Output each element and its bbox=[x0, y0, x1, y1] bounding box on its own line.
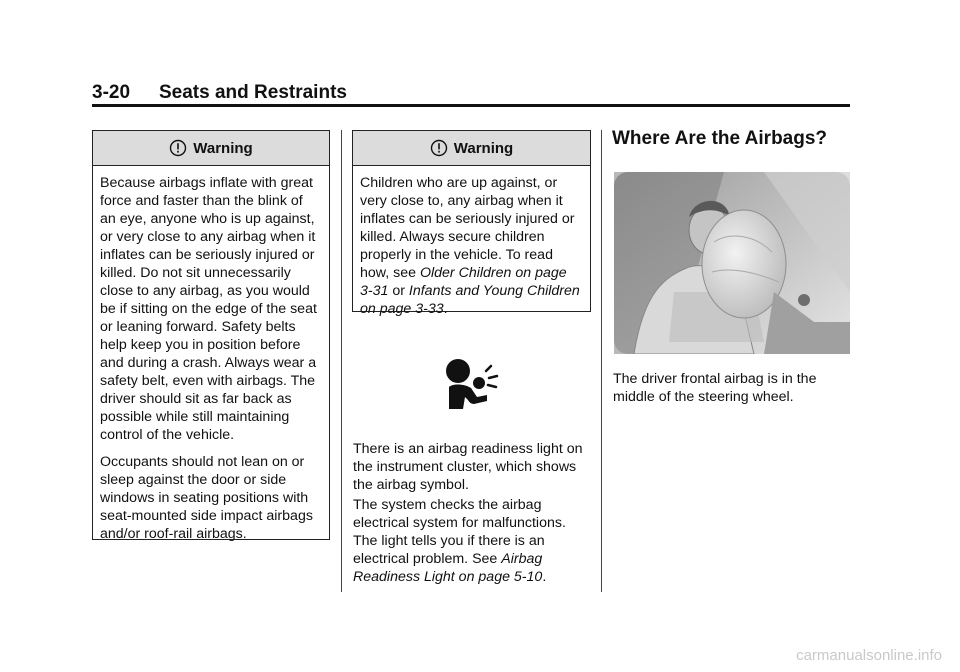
column-divider bbox=[341, 130, 342, 592]
airbag-symbol-icon bbox=[441, 357, 501, 413]
warning-box-children bbox=[352, 130, 591, 317]
page-number: 3-20 bbox=[92, 82, 131, 103]
punctuation: . bbox=[443, 301, 448, 317]
connector-text: or bbox=[388, 283, 409, 299]
warning-box-airbag-force bbox=[92, 130, 330, 540]
system-check-paragraph bbox=[353, 496, 589, 586]
watermark: carmanualsonline.info bbox=[796, 647, 942, 664]
warning-header bbox=[93, 131, 329, 166]
section-title: Where Are the Airbags? bbox=[612, 128, 828, 149]
cross-reference-link[interactable]: Airbag Readiness Light on page 5-10 bbox=[353, 551, 543, 585]
cross-reference-link[interactable]: Infants and Young Children on page 3-33 bbox=[360, 283, 580, 317]
driver-airbag-illustration bbox=[614, 172, 850, 354]
warning-paragraph: Occupants should not lean on or sleep against the door or side windows in seating positions with seat-mounted side impact airbags and/or roof-rail airbags. bbox=[100, 454, 313, 542]
warning-title: Warning bbox=[193, 139, 253, 157]
warning-header bbox=[353, 131, 590, 166]
warning-paragraph bbox=[360, 174, 583, 318]
cross-reference-link[interactable]: Older Children on page 3-31 bbox=[360, 265, 567, 299]
punctuation: . bbox=[542, 569, 547, 585]
driver-airbag-paragraph: The driver frontal airbag is in the middle of the steering wheel. bbox=[613, 371, 817, 405]
page-header bbox=[92, 82, 850, 107]
warning-paragraph: Because airbags inflate with great force and faster than the blink of an eye, anyone who is up against, or very close to any airbag when it inflates can be seriously injured or killed. Do not sit unnecessarily close to any airbag, as you would be if sitting on the edge of the seat or leaning forward. Safety belts help keep you in position before and during a crash. Always wear a safety belt, even with airbags. The driver should sit as far back as possible while still maintaining control of the vehicle. bbox=[100, 175, 317, 443]
column-divider bbox=[601, 130, 602, 592]
system-text: The system checks the airbag electrical system for malfunctions. The light tells you if there is an electrical problem. See bbox=[353, 497, 566, 567]
warning-icon bbox=[430, 139, 448, 157]
warning-title: Warning bbox=[453, 139, 514, 157]
warning-icon bbox=[169, 139, 187, 157]
warning-text: Children who are up against, or very close to, any airbag when it inflates can be seriously injured or killed. Always secure children properly in the vehicle. To read how, see bbox=[360, 175, 575, 281]
chapter-title: Seats and Restraints bbox=[159, 82, 347, 103]
readiness-light-paragraph: There is an airbag readiness light on the instrument cluster, which shows the airbag symbol. bbox=[353, 441, 583, 493]
